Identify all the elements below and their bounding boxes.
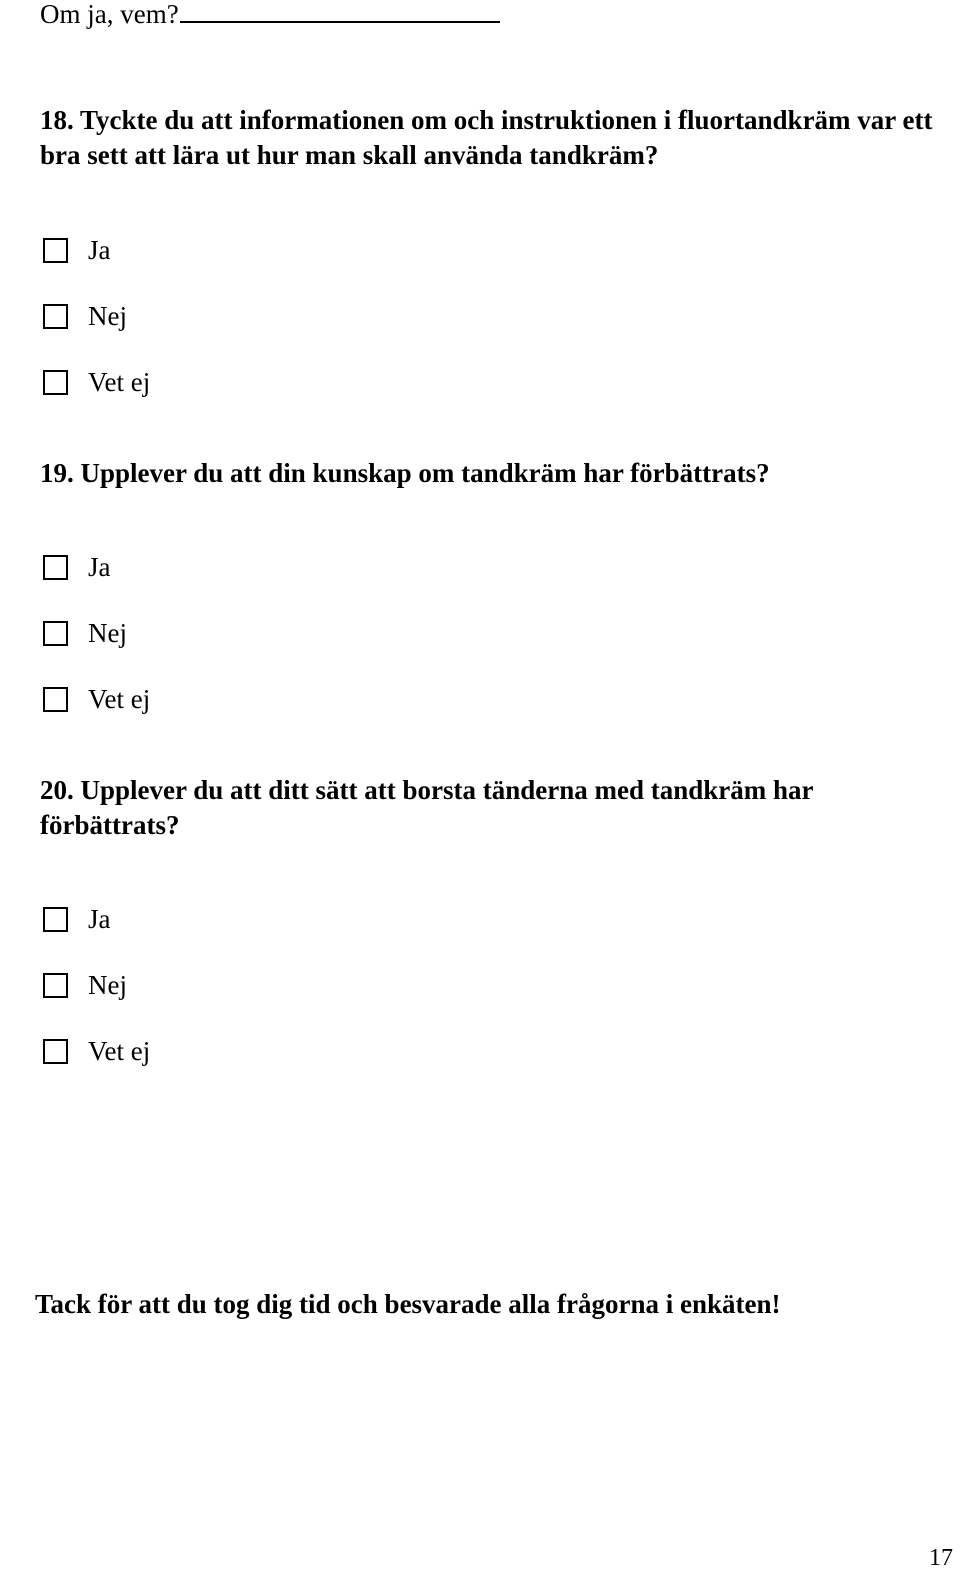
checkbox[interactable]	[43, 555, 68, 580]
checkbox[interactable]	[43, 973, 68, 998]
checkbox[interactable]	[43, 304, 68, 329]
option-ja[interactable]	[43, 232, 111, 268]
option-ja[interactable]	[43, 549, 111, 585]
checkbox[interactable]	[43, 907, 68, 932]
page-number: 17	[929, 1545, 953, 1571]
intro-label: Om ja, vem?	[40, 0, 179, 29]
option-label: Nej	[88, 969, 127, 1000]
option-ja[interactable]	[43, 901, 111, 937]
option-label: Ja	[88, 903, 111, 934]
checkbox[interactable]	[43, 370, 68, 395]
question-20: 20. Upplever du att ditt sätt att borsta tänderna med tandkräm har förbättrats?	[40, 775, 814, 840]
checkbox[interactable]	[43, 1039, 68, 1064]
option-nej[interactable]	[43, 298, 127, 334]
question-18: 18. Tyckte du att informationen om och instruktionen i fluortandkräm var ett bra sett att lära ut hur man skall använda tandkräm?	[40, 105, 933, 170]
option-nej[interactable]	[43, 967, 127, 1003]
answer-blank-line[interactable]	[180, 0, 500, 23]
intro-followup	[40, 0, 500, 33]
option-vet-ej[interactable]	[43, 1033, 150, 1069]
option-label: Nej	[88, 617, 127, 648]
option-label: Vet ej	[88, 366, 151, 397]
question-19: 19. Upplever du att din kunskap om tandkräm har förbättrats?	[40, 458, 770, 488]
checkbox[interactable]	[43, 687, 68, 712]
option-vet-ej[interactable]	[43, 364, 150, 400]
option-nej[interactable]	[43, 615, 127, 651]
option-label: Ja	[88, 551, 111, 582]
checkbox[interactable]	[43, 238, 68, 263]
closing-thanks: Tack för att du tog dig tid och besvarade alla frågorna i enkäten!	[35, 1289, 781, 1319]
option-label: Nej	[88, 300, 127, 331]
option-label: Vet ej	[88, 683, 151, 714]
option-label: Vet ej	[88, 1035, 151, 1066]
option-label: Ja	[88, 234, 111, 265]
option-vet-ej[interactable]	[43, 681, 150, 717]
checkbox[interactable]	[43, 621, 68, 646]
